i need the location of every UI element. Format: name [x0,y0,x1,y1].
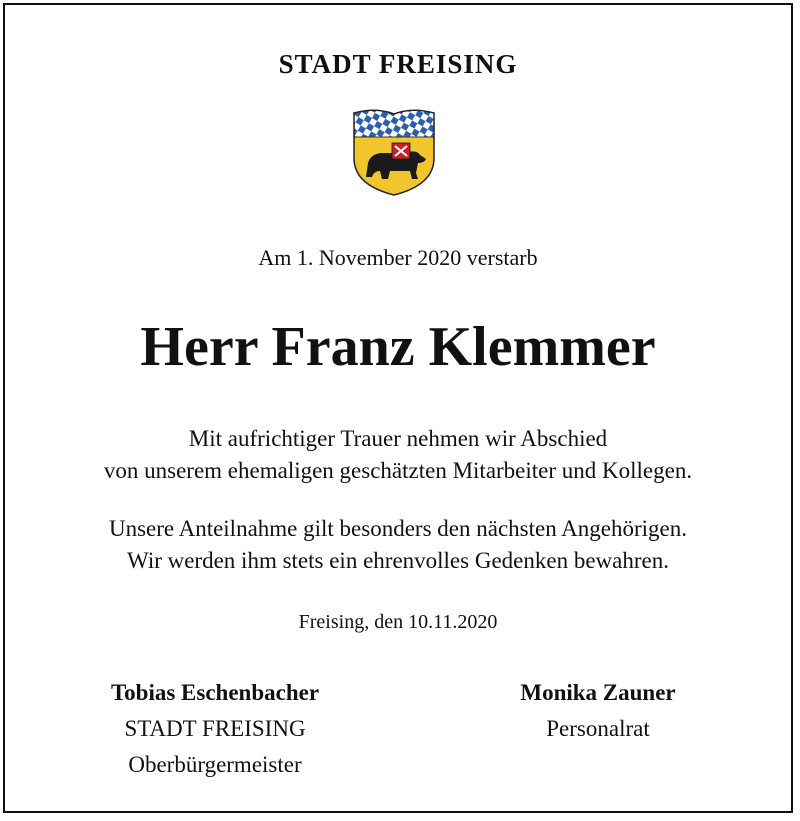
signatory-title: Personalrat [546,716,650,741]
organization-title: STADT FREISING [278,49,518,79]
signatory-organization: STADT FREISING [124,716,306,741]
obituary-notice [3,3,793,813]
sympathy-line: Wir werden ihm stets ein ehrenvolles Gedenken bewahren. [127,548,669,573]
signatory-name: Monika Zauner [520,680,676,705]
signatory-staff-council [448,675,748,747]
condolence-line: Mit aufrichtiger Trauer nehmen wir Abschied [188,426,608,451]
condolence-paragraph [5,423,791,487]
freising-coat-of-arms-icon [346,103,442,199]
deceased-name: Herr Franz Klemmer [140,316,656,378]
signatory-mayor [65,675,365,783]
sympathy-line: Unsere Anteilnahme gilt besonders den nächsten Angehörigen. [108,516,688,541]
signatory-title: Oberbürgermeister [128,752,302,777]
place-and-date: Freising, den 10.11.2020 [298,611,498,633]
sympathy-paragraph [5,513,791,577]
death-announcement: Am 1. November 2020 verstarb [258,245,538,270]
signatory-name: Tobias Eschenbacher [110,680,320,705]
condolence-line: von unserem ehemaligen geschätzten Mitarbeiter und Kollegen. [103,458,693,483]
